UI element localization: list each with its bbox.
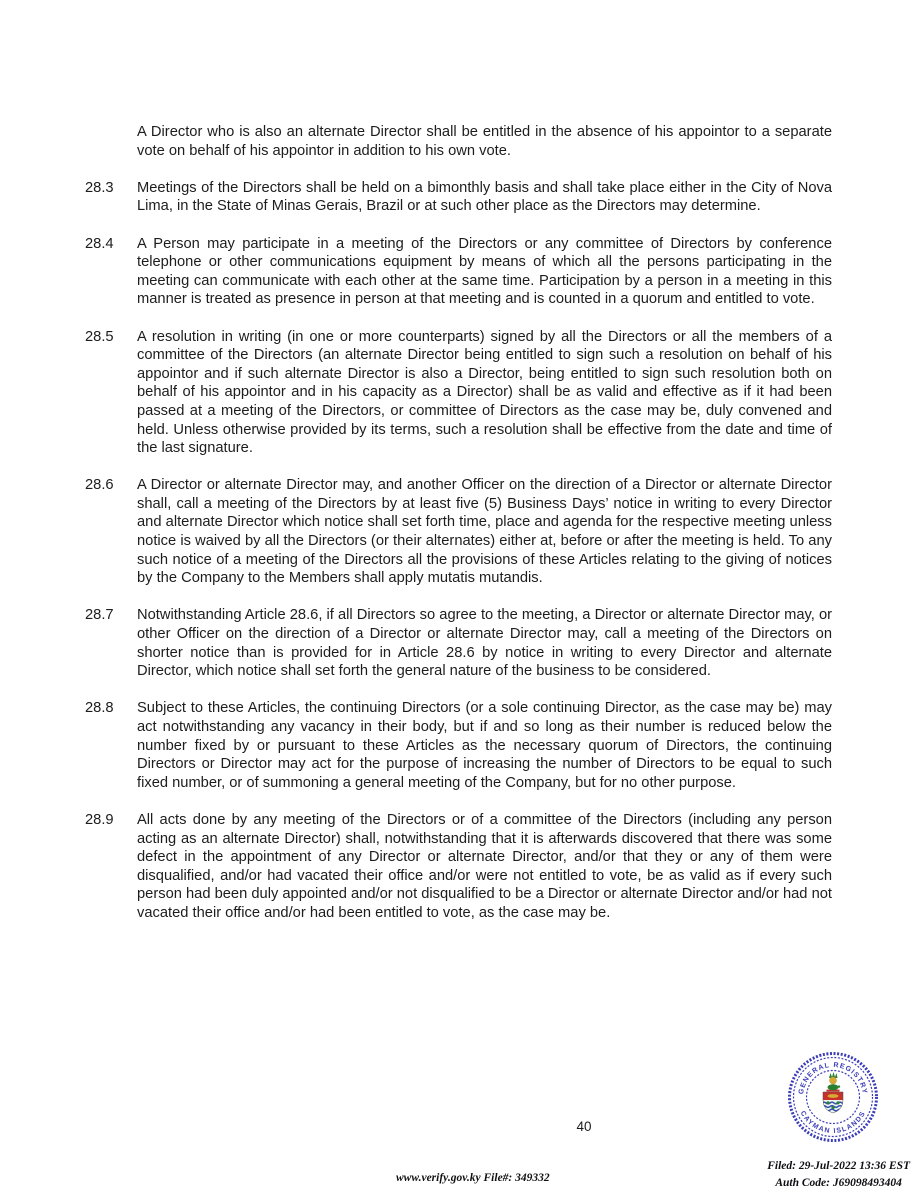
clause-text: Subject to these Articles, the continuing Directors (or a sole continuing Director, as the case may be) may act notwithstanding any vacancy in their body, but if and so long as their number is reduced below the number fixed by or pursuant to these Articles as the necessary quorum of Directors, the continuing Directors or Director may act for the purpose of increasing the number of Directors to be equal to such fixed number, or of summoning a general meeting of the Company, but for no other purpose.	[137, 700, 832, 791]
clause-text: A Person may participate in a meeting of the Directors or any committee of Directors by conference telephone or other communications equipment by means of which all the persons participating in the meeting can communicate with each other at the same time. Participation by a person in a meeting in this manner is treated as presence in person at that meeting and is counted in a quorum and entitled to vote.	[137, 235, 832, 308]
seal-top-text: GENERAL REGISTRY	[798, 1061, 868, 1095]
intro-paragraph: A Director who is also an alternate Director shall be entitled in the absence of his appointor to a separate vote on behalf of his appointor in addition to his own vote.	[137, 124, 832, 159]
turtle-icon	[828, 1084, 839, 1090]
turtle-head-icon	[838, 1085, 840, 1087]
auth-code-line: Auth Code: J69098493404	[775, 1177, 902, 1189]
clause-text: Notwithstanding Article 28.6, if all Directors so agree to the meeting, a Director or alternate Director may, or other Officer on the direction of a Director or alternate Director may, call a meeting of the Directors on shorter notice than is provided for in Article 28.6 by notice in writing to every Director and alternate Director, which notice shall set forth the general nature of the business to be considered.	[137, 607, 832, 680]
clause-28-4	[85, 235, 832, 309]
clause-28-6	[85, 476, 832, 588]
filing-stamp-text	[767, 1158, 910, 1192]
document-body	[85, 123, 832, 941]
seal-bottom-text: CAYMAN ISLANDS	[798, 1109, 868, 1136]
clause-28-3	[85, 179, 832, 216]
cayman-coat-of-arms-icon	[822, 1072, 846, 1113]
clause-text: Meetings of the Directors shall be held on a bimonthly basis and shall take place either in the City of Nova Lima, in the State of Minas Gerais, Brazil or at such other place as the Directors may determine.	[137, 179, 832, 215]
star-icon	[836, 1101, 839, 1104]
clause-number: 28.9	[85, 811, 114, 828]
wave-line	[822, 1109, 846, 1111]
star-icon	[826, 1101, 829, 1104]
clause-28-9	[85, 811, 832, 923]
clause-number: 28.7	[85, 607, 114, 624]
clause-text: A resolution in writing (in one or more counterparts) signed by all the Directors or all the members of a committee of the Directors (an alternate Director being entitled to sign such a resolution on behalf of his appointor and if such alternate Director is also a Director, being entitled to sign such resolution both on behalf of his appointor and in his capacity as a Director) shall be as valid and effective as if it had been passed at a meeting of the Directors, or committee of Directors as the case may be, duly convened and held. Unless otherwise provided by its terms, such a resolution shall be effective from the date and time of the last signature.	[137, 328, 832, 457]
clause-number: 28.3	[85, 179, 114, 196]
general-registry-seal	[787, 1051, 879, 1143]
clause-text: All acts done by any meeting of the Directors or of a committee of the Directors (including any person acting as an alternate Director) shall, notwithstanding that it is afterwards discovered that there was some defect in the appointment of any Director or alternate Director, and/or that they or any of them were disqualified, and/or had vacated their office and/or were not entitled to vote, be as valid as if every such person had been duly appointed and/or not disqualified to be a Director or alternate Director and/or had not vacated their office and/or had been entitled to vote, as the case may be.	[137, 811, 832, 921]
page-number: 40	[576, 1119, 592, 1134]
clause-number: 28.8	[85, 700, 114, 717]
verify-footer-text: www.verify.gov.ky File#: 349332	[396, 1172, 550, 1184]
clause-28-5	[85, 328, 832, 458]
lion-icon	[828, 1094, 839, 1098]
filed-line: Filed: 29-Jul-2022 13:36 EST	[767, 1160, 910, 1172]
clause-text: A Director or alternate Director may, and another Officer on the direction of a Director or alternate Director shall, call a meeting of the Directors by at least five (5) Business Days’ notice in writing to every Director and alternate Director which notice shall set forth time, place and agenda for the respective meeting unless notice is waived by all the Directors (or their alternates) either at, before or after the meeting is held. To any such notice of a meeting of the Directors all the provisions of these Articles relating to the giving of notices by the Company to the Members shall apply mutatis mutandis.	[137, 477, 832, 587]
clause-28-7	[85, 606, 832, 680]
clause-number: 28.4	[85, 235, 114, 252]
clause-number: 28.6	[85, 477, 114, 494]
clause-28-8	[85, 699, 832, 792]
clause-number: 28.5	[85, 328, 114, 345]
pineapple-icon	[830, 1077, 837, 1084]
star-icon	[831, 1106, 834, 1109]
